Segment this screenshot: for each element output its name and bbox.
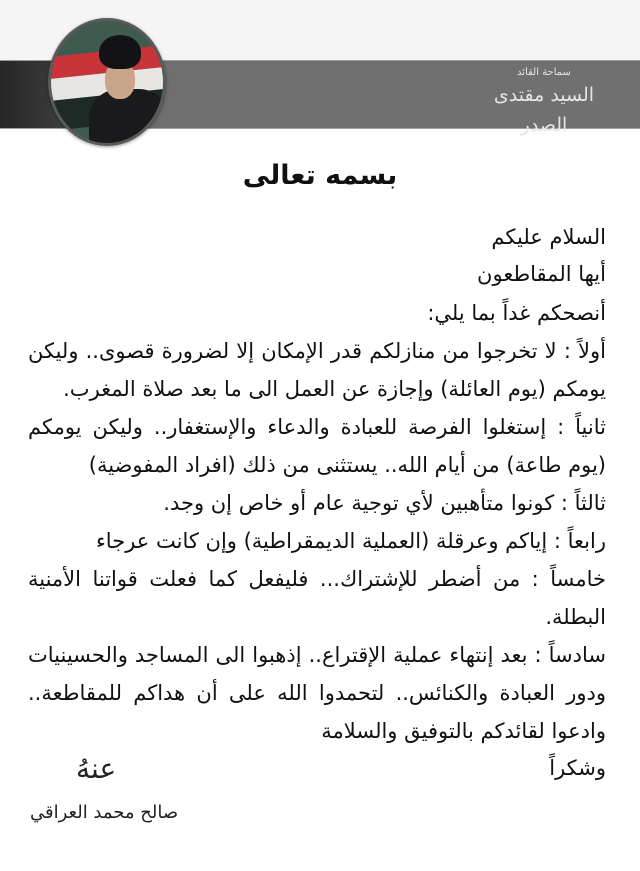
body-line: ثالثاً : كونوا متأهبين لأي توجية عام أو خاص إن وجد. xyxy=(163,491,606,515)
calligraphy-logo xyxy=(478,66,610,136)
portrait-photo xyxy=(48,18,166,146)
intro-line: أنصحكم غداً بما يلي: xyxy=(427,301,606,325)
address-line: أيها المقاطعون xyxy=(477,262,606,286)
turban xyxy=(99,35,141,69)
signature-name: صالح محمد العراقي xyxy=(30,802,179,823)
body-line: خامساً : من أضطر للإشتراك... فليفعل كما فعلت قواتنا الأمنية xyxy=(28,567,606,591)
body-line: وادعوا لقائدكم بالتوفيق والسلامة xyxy=(321,719,606,743)
closing-line: وشكراً xyxy=(549,756,606,780)
body-line: البطلة. xyxy=(545,605,606,629)
body-line: ودور العبادة والكنائس.. لتحمدوا الله على أن هداكم للمقاطعة.. xyxy=(28,681,606,705)
body-line: ثانياً : إستغلوا الفرصة للعبادة والدعاء والإستغفار.. وليكن يومكم xyxy=(28,415,606,439)
body-line: أولاً : لا تخرجوا من منازلكم قدر الإمكان إلا لضرورة قصوى.. وليكن xyxy=(28,339,606,363)
greeting: السلام عليكم xyxy=(491,225,606,249)
body-line: رابعاً : إياكم وعرقلة (العملية الديمقراطية) وإن كانت عرجاء xyxy=(95,529,606,553)
signature-on-behalf: عنهُ xyxy=(76,752,117,785)
body-line: (يوم طاعة) من أيام الله.. يستثنى من ذلك (افراد المفوضية) xyxy=(88,453,606,477)
body-line: سادساً : بعد إنتهاء عملية الإقتراع.. إذهبوا الى المساجد والحسينيات xyxy=(28,643,606,667)
body-line: يومكم (يوم العائلة) وإجازة عن العمل الى ما بعد صلاة المغرب. xyxy=(63,377,606,401)
logo-subtitle: سماحة القائد xyxy=(517,67,571,78)
robe xyxy=(89,89,166,146)
document-title: بسمه تعالى xyxy=(242,160,398,191)
logo-name: السيد مقتدى الصدر xyxy=(493,84,595,136)
